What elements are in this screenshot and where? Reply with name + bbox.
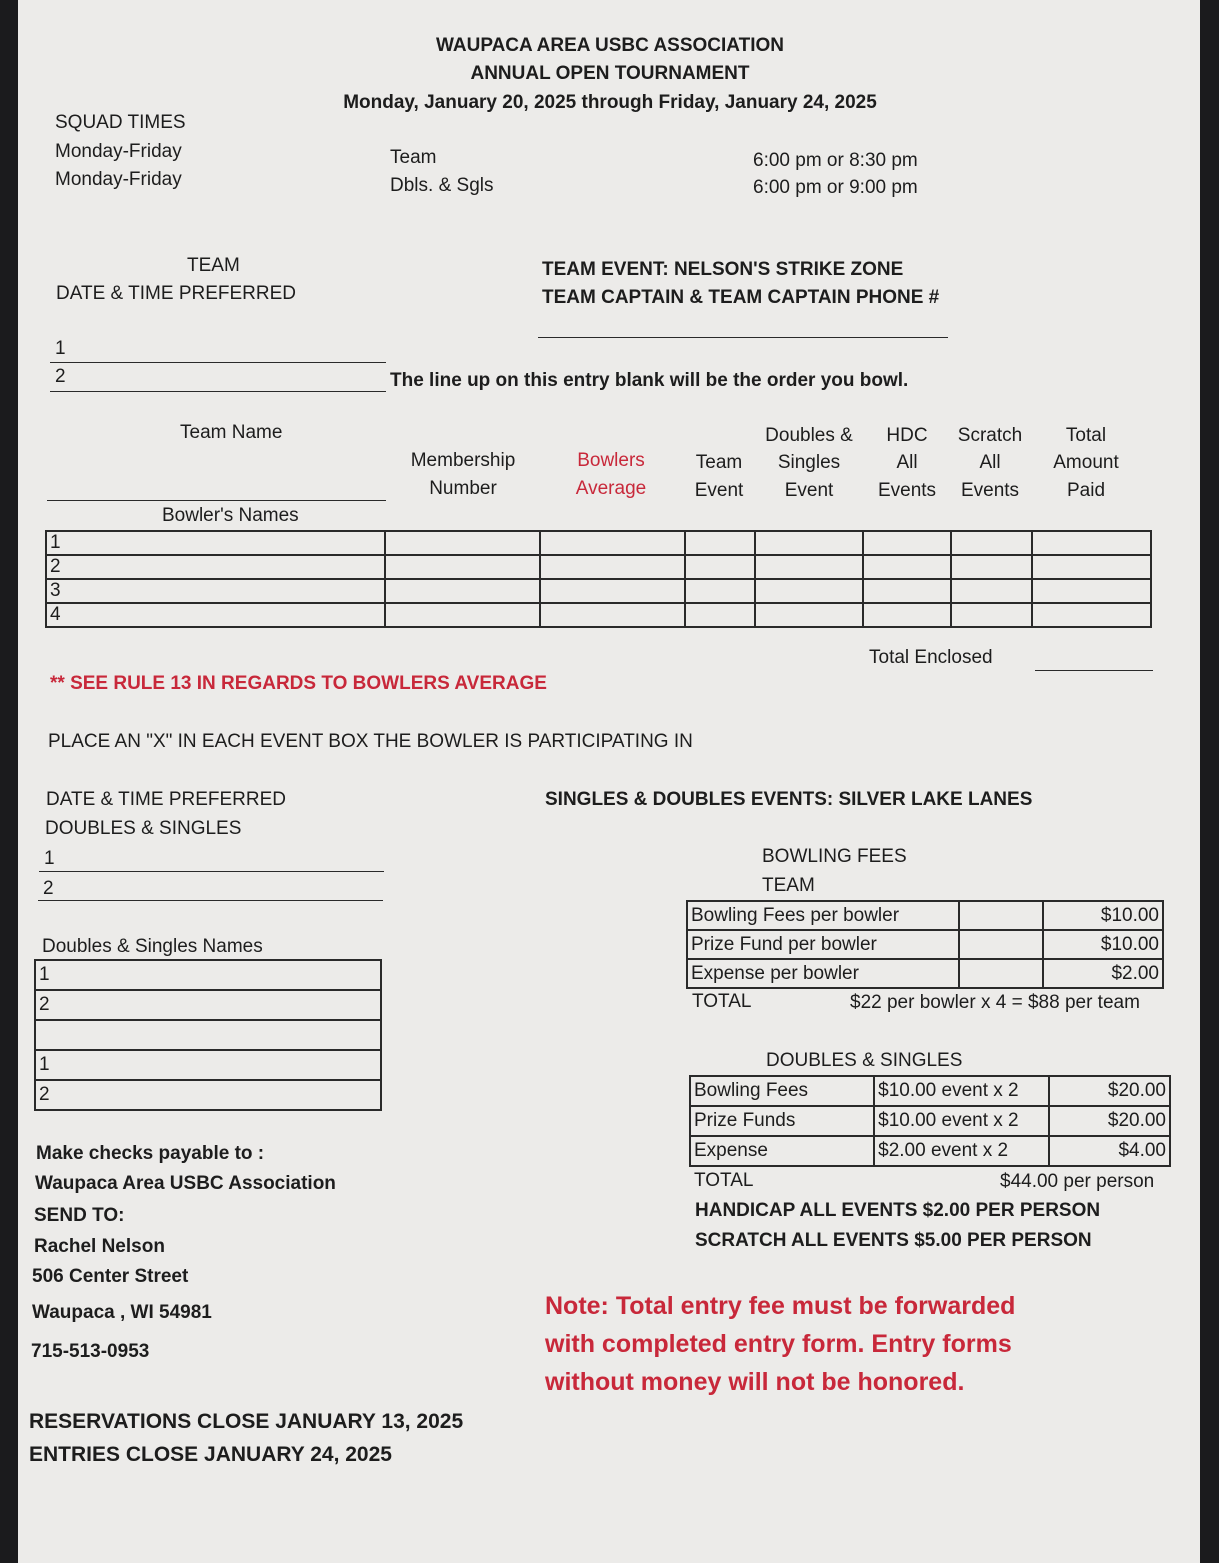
team-name-field[interactable]	[47, 500, 386, 501]
header-total-2: Amount	[1053, 452, 1119, 473]
table-row	[690, 1106, 1170, 1136]
tournament-title: ANNUAL OPEN TOURNAMENT	[470, 63, 750, 84]
fee-label: Expense	[690, 1136, 874, 1166]
table-row	[35, 1080, 381, 1110]
header-average-1: Bowlers	[577, 450, 645, 471]
doubles-event-cell[interactable]	[755, 531, 864, 555]
entries-close: ENTRIES CLOSE JANUARY 24, 2025	[29, 1443, 392, 1466]
fee-label: Prize Funds	[690, 1106, 874, 1136]
send-to-label: SEND TO:	[34, 1205, 125, 1226]
header-hdc-3: Events	[877, 480, 937, 501]
amount-paid-cell[interactable]	[1032, 555, 1151, 579]
fee-mid	[959, 901, 1042, 930]
handicap-fee: HANDICAP ALL EVENTS $2.00 PER PERSON	[695, 1200, 1101, 1221]
payee-name: Waupaca Area USBC Association	[35, 1173, 336, 1194]
squad-days-doubles: Monday-Friday	[55, 169, 182, 190]
entry-fee-note-1: Note: Total entry fee must be forwarded	[545, 1292, 1016, 1320]
table-row	[35, 990, 381, 1020]
amount-paid-cell[interactable]	[1032, 531, 1151, 555]
squad-event-doubles: Dbls. & Sgls	[390, 175, 494, 196]
squad-times-team: 6:00 pm or 8:30 pm	[753, 150, 918, 171]
x-instruction: PLACE AN "X" IN EACH EVENT BOX THE BOWLER IS PARTICIPATING IN	[48, 731, 693, 752]
bowler-roster-table	[45, 530, 1152, 628]
table-row	[46, 531, 1151, 555]
table-row	[690, 1136, 1170, 1166]
fee-amount: $10.00	[1043, 930, 1163, 959]
bowler-name-cell[interactable]: 2	[46, 555, 385, 579]
fee-amount: $20.00	[1049, 1076, 1170, 1106]
team-captain-label: TEAM CAPTAIN & TEAM CAPTAIN PHONE #	[542, 287, 940, 308]
membership-cell[interactable]	[385, 531, 540, 555]
header-average-2: Average	[575, 478, 647, 499]
team-slot-1-label: 1	[55, 338, 66, 359]
bowler-name-cell[interactable]: 3	[46, 579, 385, 603]
reservations-close: RESERVATIONS CLOSE JANUARY 13, 2025	[29, 1410, 464, 1433]
bowler-names-label: Bowler's Names	[162, 505, 299, 526]
header-doubles-1: Doubles &	[765, 425, 853, 446]
team-pref-title: TEAM	[187, 255, 240, 276]
fee-mid: $10.00 event x 2	[874, 1106, 1049, 1136]
ds-slot-2-label: 2	[43, 878, 54, 899]
fee-mid	[959, 959, 1042, 988]
ds-fees-label: DOUBLES & SINGLES	[766, 1050, 963, 1071]
table-row	[687, 930, 1163, 959]
header-hdc-2: All	[896, 452, 918, 473]
bowling-fees-title: BOWLING FEES	[762, 846, 907, 867]
team-fees-table	[686, 900, 1164, 989]
doubles-event-cell[interactable]	[755, 579, 864, 603]
ds-name-cell[interactable]: 1	[35, 960, 381, 990]
team-slot-1-field[interactable]	[50, 362, 386, 363]
header-scratch-3: Events	[960, 480, 1020, 501]
header-doubles-3: Event	[784, 480, 834, 501]
bowler-name-cell[interactable]: 1	[46, 531, 385, 555]
table-row	[35, 1050, 381, 1080]
ds-total-value: $44.00 per person	[1000, 1171, 1155, 1192]
ds-name-cell[interactable]	[35, 1020, 381, 1050]
team-fees-label: TEAM	[762, 875, 815, 896]
team-slot-2-label: 2	[55, 366, 66, 387]
header-scratch-2: All	[979, 452, 1001, 473]
squad-times-doubles: 6:00 pm or 9:00 pm	[753, 177, 918, 198]
recipient-phone: 715-513-0953	[31, 1341, 150, 1362]
total-enclosed-label: Total Enclosed	[869, 647, 993, 668]
rule-13-note: ** SEE RULE 13 IN REGARDS TO BOWLERS AVERAGE	[50, 673, 547, 694]
ds-names-label: Doubles & Singles Names	[42, 936, 263, 957]
ds-pref-title: DATE & TIME PREFERRED	[46, 789, 286, 810]
header-total-1: Total	[1065, 425, 1107, 446]
ds-pref-subtitle: DOUBLES & SINGLES	[45, 818, 242, 839]
doubles-event-cell[interactable]	[755, 603, 864, 627]
amount-paid-cell[interactable]	[1032, 579, 1151, 603]
average-cell[interactable]	[540, 555, 685, 579]
ds-slot-1-field[interactable]	[39, 871, 384, 872]
ds-name-cell[interactable]: 1	[35, 1050, 381, 1080]
checks-payable-label: Make checks payable to :	[36, 1143, 265, 1164]
team-captain-field[interactable]	[538, 337, 948, 338]
hdc-cell[interactable]	[863, 531, 951, 555]
team-event-location: TEAM EVENT: NELSON'S STRIKE ZONE	[542, 259, 904, 280]
team-event-cell[interactable]	[685, 579, 755, 603]
entry-fee-note-2: with completed entry form. Entry forms	[545, 1330, 1012, 1358]
fee-amount: $10.00	[1043, 901, 1163, 930]
header-membership-1: Membership	[410, 450, 516, 471]
ds-names-table	[34, 959, 382, 1111]
header-team-event-1: Team	[695, 452, 743, 473]
header-total-3: Paid	[1066, 480, 1106, 501]
fee-mid	[959, 930, 1042, 959]
recipient-name: Rachel Nelson	[34, 1236, 165, 1257]
fee-amount: $2.00	[1043, 959, 1163, 988]
hdc-cell[interactable]	[863, 603, 951, 627]
header-team-event-2: Event	[694, 480, 744, 501]
ds-slot-2-field[interactable]	[38, 900, 383, 901]
squad-times-title: SQUAD TIMES	[55, 112, 186, 133]
table-row	[690, 1076, 1170, 1106]
average-cell[interactable]	[540, 579, 685, 603]
fee-mid: $2.00 event x 2	[874, 1136, 1049, 1166]
fee-label: Bowling Fees	[690, 1076, 874, 1106]
bowler-name-cell[interactable]: 4	[46, 603, 385, 627]
membership-cell[interactable]	[385, 555, 540, 579]
squad-days-team: Monday-Friday	[55, 141, 182, 162]
scratch-fee: SCRATCH ALL EVENTS $5.00 PER PERSON	[695, 1230, 1092, 1251]
amount-paid-cell[interactable]	[1032, 603, 1151, 627]
sd-events-location: SINGLES & DOUBLES EVENTS: SILVER LAKE LANES	[545, 789, 1033, 810]
table-row	[46, 579, 1151, 603]
fee-label: Prize Fund per bowler	[687, 930, 959, 959]
table-row	[46, 603, 1151, 627]
average-cell[interactable]	[540, 531, 685, 555]
team-event-cell[interactable]	[685, 603, 755, 627]
lineup-note: The line up on this entry blank will be the order you bowl.	[390, 370, 909, 391]
team-slot-2-field[interactable]	[50, 391, 386, 392]
team-name-label: Team Name	[180, 422, 283, 443]
recipient-street: 506 Center Street	[32, 1266, 189, 1287]
association-title: WAUPACA AREA USBC ASSOCIATION	[436, 35, 784, 56]
team-total-label: TOTAL	[692, 991, 752, 1012]
header-doubles-2: Singles	[777, 452, 841, 473]
total-enclosed-field[interactable]	[1035, 670, 1153, 671]
table-row	[35, 960, 381, 990]
fee-label: Expense per bowler	[687, 959, 959, 988]
header-membership-2: Number	[429, 478, 497, 499]
table-row	[35, 1020, 381, 1050]
squad-event-team: Team	[390, 147, 437, 168]
ds-fees-table	[689, 1075, 1171, 1167]
ds-name-cell[interactable]: 2	[35, 1080, 381, 1110]
team-total-value: $22 per bowler x 4 = $88 per team	[850, 992, 1140, 1013]
fee-label: Bowling Fees per bowler	[687, 901, 959, 930]
ds-slot-1-label: 1	[44, 848, 55, 869]
membership-cell[interactable]	[385, 579, 540, 603]
fee-amount: $20.00	[1049, 1106, 1170, 1136]
tournament-dates: Monday, January 20, 2025 through Friday, January 24, 2025	[343, 92, 877, 113]
recipient-city: Waupaca , WI 54981	[32, 1302, 212, 1323]
hdc-cell[interactable]	[863, 579, 951, 603]
hdc-cell[interactable]	[863, 555, 951, 579]
table-row	[687, 901, 1163, 930]
doubles-event-cell[interactable]	[755, 555, 864, 579]
average-cell[interactable]	[540, 603, 685, 627]
team-pref-subtitle: DATE & TIME PREFERRED	[56, 283, 296, 304]
fee-mid: $10.00 event x 2	[874, 1076, 1049, 1106]
scratch-cell[interactable]	[951, 579, 1032, 603]
scratch-cell[interactable]	[951, 555, 1032, 579]
ds-name-cell[interactable]: 2	[35, 990, 381, 1020]
header-hdc-1: HDC	[886, 425, 928, 446]
fee-amount: $4.00	[1049, 1136, 1170, 1166]
team-event-cell[interactable]	[685, 531, 755, 555]
table-row	[687, 959, 1163, 988]
scratch-cell[interactable]	[951, 531, 1032, 555]
membership-cell[interactable]	[385, 603, 540, 627]
ds-total-label: TOTAL	[694, 1170, 754, 1191]
entry-fee-note-3: without money will not be honored.	[545, 1368, 965, 1396]
header-scratch-1: Scratch	[957, 425, 1023, 446]
team-event-cell[interactable]	[685, 555, 755, 579]
table-row	[46, 555, 1151, 579]
scratch-cell[interactable]	[951, 603, 1032, 627]
